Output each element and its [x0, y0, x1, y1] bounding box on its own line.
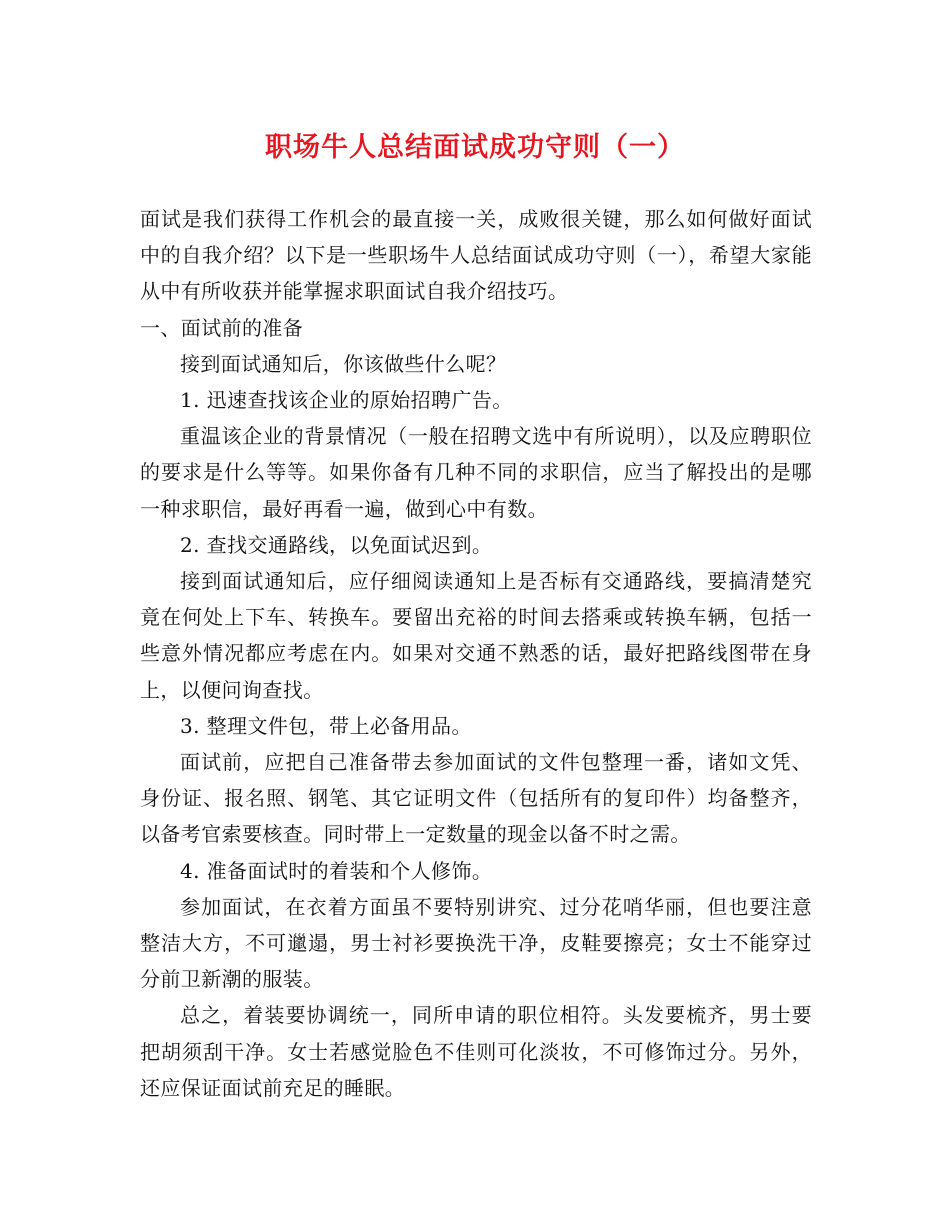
paragraph: 参加面试，在衣着方面虽不要特别讲究、过分花哨华丽，但也要注意整洁大方，不可邋遢，男士衬衫要换洗干净，皮鞋要擦亮；女士不能穿过分前卫新潮的服装。 [140, 894, 812, 992]
section-heading: 一、面试前的准备 [140, 315, 304, 340]
list-item-heading: 2. 查找交通路线，以免面试迟到。 [180, 532, 493, 557]
paragraph: 接到面试通知后，应仔细阅读通知上是否标有交通路线，要搞清楚究竟在何处上下车、转换车。要留出充裕的时间去搭乘或转换车辆，包括一些意外情况都应考虑在内。如果对交通不熟悉的话，最好把路线图带在身上，以便问询查找。 [140, 569, 812, 702]
list-item-heading: 4. 准备面试时的着装和个人修饰。 [180, 858, 493, 883]
paragraph: 接到面试通知后，你该做些什么呢？ [180, 351, 507, 376]
article-body [140, 201, 812, 1106]
paragraph-intro: 面试是我们获得工作机会的最直接一关，成败很关键，那么如何做好面试中的自我介绍？以下是一些职场牛人总结面试成功守则（一），希望大家能从中有所收获并能掌握求职面试自我介绍技巧。 [140, 207, 812, 304]
paragraph: 面试前，应把自己准备带去参加面试的文件包整理一番，诸如文凭、身份证、报名照、钢笔、其它证明文件（包括所有的复印件）均备整齐，以备考官索要核查。同时带上一定数量的现金以备不时之需。 [140, 750, 812, 847]
paragraph: 总之，着装要协调统一，同所申请的职位相符。头发要梳齐，男士要把胡须刮干净。女士若感觉脸色不佳则可化淡妆，不可修饰过分。另外，还应保证面试前充足的睡眠。 [140, 1003, 812, 1100]
list-item-heading: 1. 迅速查找该企业的原始招聘广告。 [180, 388, 513, 413]
paragraph: 重温该企业的背景情况（一般在招聘文选中有所说明），以及应聘职位的要求是什么等等。如果你备有几种不同的求职信，应当了解投出的是哪一种求职信，最好再看一遍，做到心中有数。 [140, 424, 812, 521]
page-title: 职场牛人总结面试成功守则（一） [265, 132, 685, 163]
list-item-heading: 3. 整理文件包，带上必备用品。 [180, 713, 472, 738]
